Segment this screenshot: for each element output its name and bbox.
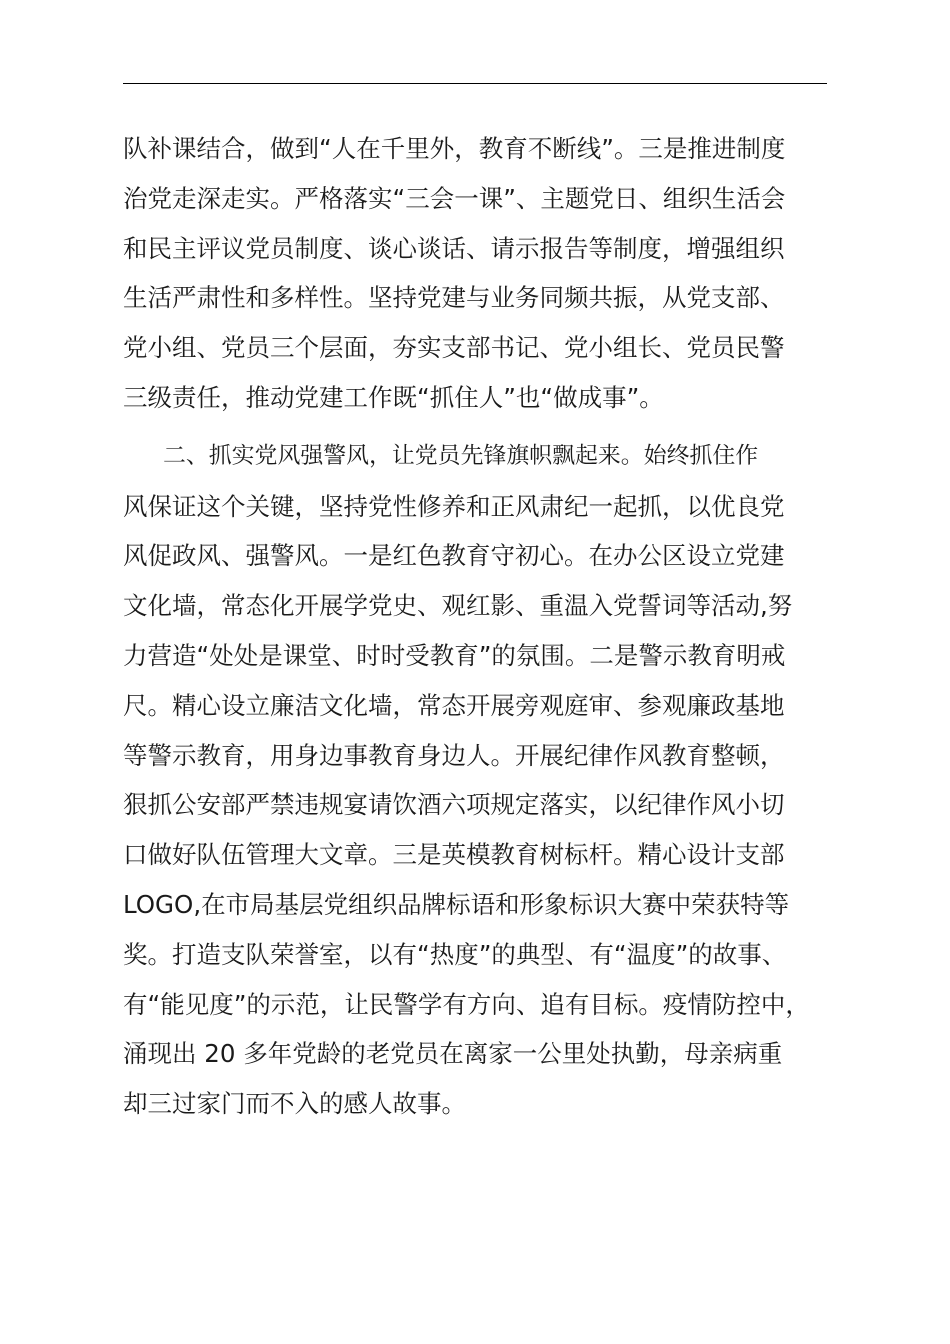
document-body [123, 124, 827, 1129]
text-line: 和民主评议党员制度、谈心谈话、请示报告等制度，增强组织 [123, 233, 785, 263]
text-line: LOGO,在市局基层党组织品牌标语和形象标识大赛中荣获特等 [123, 889, 790, 919]
text-line: 二、抓实党风强警风，让党员先锋旗帜飘起来。始终抓住作 [163, 442, 759, 469]
text-line: 尺。精心设立廉洁文化墙，常态开展旁观庭审、参观廉政基地 [123, 690, 785, 720]
text-line: 力营造“处处是课堂、时时受教育”的氛围。二是警示教育明戒 [123, 640, 786, 670]
text-line: 涌现出 20 多年党龄的老党员在离家一公里处执勤，母亲病重 [123, 1039, 783, 1069]
text-line: 狠抓公安部严禁违规宴请饮酒六项规定落实，以纪律作风小切 [123, 790, 785, 820]
text-line: 口做好队伍管理大文章。三是英模教育树标杆。精心设计支部 [123, 840, 785, 870]
text-line: 风保证这个关键，坚持党性修养和正风肃纪一起抓，以优良党 [123, 491, 785, 521]
text-line: 奖。打造支队荣誉室，以有“热度”的典型、有“温度”的故事、 [123, 939, 787, 969]
text-line: 队补课结合，做到“人在千里外，教育不断线”。三是推进制度 [123, 134, 786, 163]
text-line: 有“能见度”的示范，让民警学有方向、追有目标。疫情防控中， [123, 989, 810, 1019]
paragraph-2 [123, 432, 827, 1129]
text-line: 党小组、党员三个层面，夯实支部书记、党小组长、党员民警 [123, 333, 785, 363]
text-line: 却三过家门而不入的感人故事。 [123, 1089, 466, 1119]
paragraph-1 [123, 124, 827, 423]
text-line: 治党走深走实。严格落实“三会一课”、主题党日、组织生活会 [123, 183, 786, 213]
text-line: 生活严肃性和多样性。坚持党建与业务同频共振，从党支部、 [123, 283, 785, 313]
text-line: 文化墙，常态化开展学党史、观红影、重温入党誓词等活动,努 [123, 591, 793, 621]
text-line: 等警示教育，用身边事教育身边人。开展纪律作风教育整顿， [123, 740, 785, 770]
text-line: 三级责任，推动党建工作既“抓住人”也“做成事”。 [123, 382, 664, 412]
header-rule [123, 83, 827, 84]
text-line: 风促政风、强警风。一是红色教育守初心。在办公区设立党建 [123, 541, 785, 571]
